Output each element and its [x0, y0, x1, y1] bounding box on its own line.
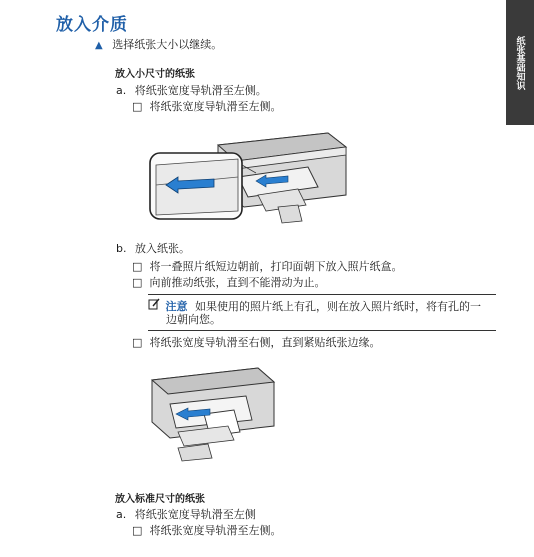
- step-label: b.: [116, 242, 127, 255]
- sub-bullet: [132, 336, 381, 350]
- section-heading-full: 放入标准尺寸的纸张: [115, 494, 205, 505]
- step-text: 放入纸张。: [134, 242, 190, 255]
- step-b-small: [116, 242, 190, 256]
- page-title: 放入介质: [56, 15, 128, 35]
- checkbox-bullet-icon: □: [132, 276, 143, 289]
- step-a-full: [116, 508, 256, 522]
- step-label: a.: [116, 508, 127, 521]
- intro-line: [95, 38, 222, 53]
- sub-bullet: [132, 276, 326, 290]
- sub-bullet-text: 将一叠照片纸短边朝前，打印面朝下放入照片纸盒。: [149, 260, 403, 273]
- note-block: [148, 298, 481, 314]
- intro-text: 选择纸张大小以继续。: [112, 38, 223, 51]
- note-text-2: 边朝向您。: [166, 313, 221, 326]
- sub-bullet: [132, 100, 282, 114]
- checkbox-bullet-icon: □: [132, 260, 143, 273]
- side-tab-label: 纸张基础知识: [514, 35, 525, 90]
- step-text: 将纸张宽度导轨滑至左侧。: [134, 84, 267, 97]
- note-bottom-rule: [148, 330, 496, 331]
- note-top-rule: [148, 294, 496, 295]
- side-tab: [506, 0, 534, 125]
- sub-bullet-text: 向前推动纸张，直到不能滑动为止。: [149, 276, 326, 289]
- note-icon: [148, 298, 162, 314]
- sub-bullet-text: 将纸张宽度导轨滑至右侧，直到紧贴纸张边缘。: [149, 336, 381, 349]
- sub-bullet: [132, 524, 282, 538]
- step-label: a.: [116, 84, 127, 97]
- checkbox-bullet-icon: □: [132, 336, 143, 349]
- sub-bullet-text: 将纸张宽度导轨滑至左侧。: [149, 100, 282, 113]
- note-text-1: 如果使用的照片纸上有孔，则在放入照片纸时，将有孔的一: [195, 300, 481, 313]
- section-heading-small: 放入小尺寸的纸张: [115, 69, 195, 80]
- sub-bullet: [132, 260, 403, 274]
- printer-illustration-small: [148, 125, 348, 225]
- printer-illustration-load: [148, 362, 278, 462]
- step-text: 将纸张宽度导轨滑至左侧: [134, 508, 256, 521]
- triangle-icon: ▲: [95, 40, 103, 51]
- sub-bullet-text: 将纸张宽度导轨滑至左侧。: [149, 524, 282, 537]
- step-a-small: [116, 84, 267, 98]
- note-label: 注意: [165, 300, 188, 313]
- checkbox-bullet-icon: □: [132, 100, 143, 113]
- checkbox-bullet-icon: □: [132, 524, 143, 537]
